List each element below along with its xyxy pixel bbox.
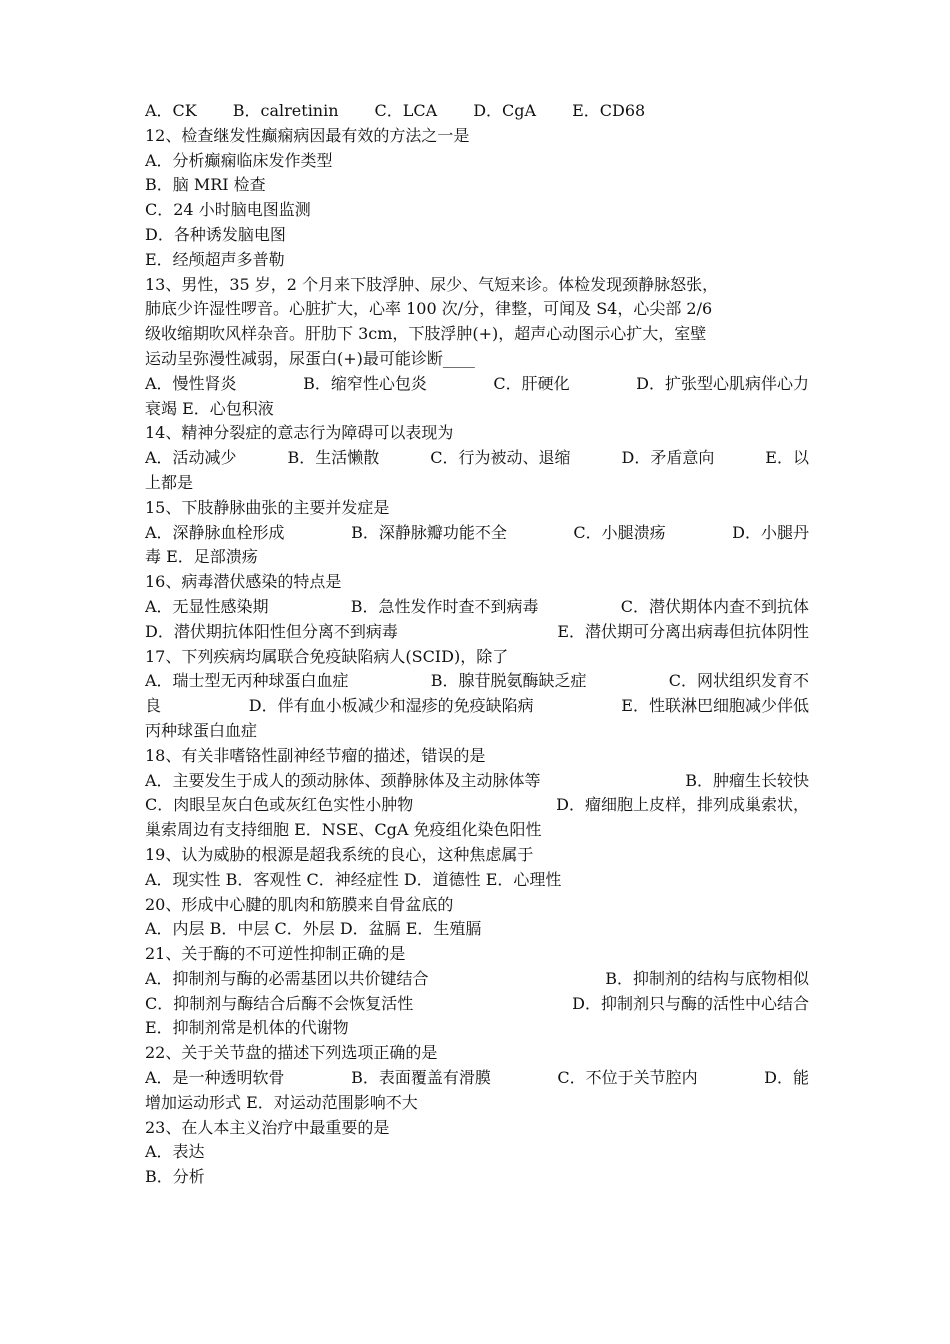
text-line: 13、男性，35 岁，2 个月来下肢浮肿、尿少、气短来诊。体检发现颈静脉怒张， <box>145 274 719 294</box>
options-line <box>145 793 809 818</box>
option-item: B．肿瘤生长较快 <box>685 770 809 790</box>
option-item: B．表面覆盖有滑膜 <box>351 1068 491 1088</box>
options-line <box>145 595 809 620</box>
text-line: 19、认为威胁的根源是超我系统的良心，这种焦虑属于 <box>145 844 534 864</box>
option-item: A．抑制剂与酶的必需基团以共价键结合 <box>145 968 429 988</box>
text-line: D．各种诱发脑电图 <box>145 224 286 244</box>
text-line: 22、关于关节盘的描述下列选项正确的是 <box>145 1043 438 1063</box>
option-item: C．潜伏期体内查不到抗体 <box>620 596 809 616</box>
options-line <box>145 769 809 794</box>
option-item: C．抑制剂与酶结合后酶不会恢复活性 <box>145 993 414 1013</box>
option-item: A．无显性感染期 <box>145 596 269 616</box>
text-line: 丙种球蛋白血症 <box>145 720 258 740</box>
text-line: 23、在人本主义治疗中最重要的是 <box>145 1117 390 1137</box>
option-item: D．小腿丹 <box>732 522 809 542</box>
option-item: 良 <box>145 696 162 716</box>
option-item: B．深静脉瓣功能不全 <box>351 522 507 542</box>
option-item: A．是一种透明软骨 <box>145 1068 285 1088</box>
text-line: 运动呈弥漫性减弱，尿蛋白(+)最可能诊断____ <box>145 348 475 368</box>
document-body <box>145 99 809 1190</box>
options-line <box>145 967 809 992</box>
option-item: D．扩张型心肌病伴心力 <box>636 373 809 393</box>
options-line <box>145 669 809 694</box>
option-item: E．潜伏期可分离出病毒但抗体阴性 <box>557 621 809 641</box>
text-line: 21、关于酶的不可逆性抑制正确的是 <box>145 944 406 964</box>
text-line: 18、有关非嗜铬性副神经节瘤的描述，错误的是 <box>145 745 486 765</box>
option-item: D．潜伏期抗体阳性但分离不到病毒 <box>145 621 398 641</box>
option-item: A．主要发生于成人的颈动脉体、颈静脉体及主动脉体等 <box>145 770 541 790</box>
options-line <box>145 694 809 719</box>
options-line <box>145 521 809 546</box>
option-item: B．生活懒散 <box>287 448 380 468</box>
options-line <box>145 1066 809 1091</box>
option-item: D．伴有血小板减少和湿疹的免疫缺陷病 <box>248 696 534 716</box>
option-item: A．深静脉血栓形成 <box>145 522 285 542</box>
option-item: E．CD68 <box>572 101 646 120</box>
text-line: E．抑制剂常是机体的代谢物 <box>145 1018 349 1038</box>
text-line: C．24 小时脑电图监测 <box>145 200 311 220</box>
option-item: D．抑制剂只与酶的活性中心结合 <box>572 993 809 1013</box>
option-item: A．CK <box>145 101 197 120</box>
text-line: 巢索周边有支持细胞 E．NSE、CgA 免疫组化染色阳性 <box>145 820 542 840</box>
text-line: 12、检查继发性癫痫病因最有效的方法之一是 <box>145 125 470 145</box>
text-line: 肺底少许湿性啰音。心脏扩大，心率 100 次/分，律整，可闻及 S4，心尖部 2/6 <box>145 299 713 319</box>
text-line: 14、精神分裂症的意志行为障碍可以表现为 <box>145 423 454 443</box>
option-item: B．腺苷脱氨酶缺乏症 <box>430 671 587 691</box>
option-item: C．肝硬化 <box>493 373 570 393</box>
text-line: A．分析癫痫临床发作类型 <box>145 150 333 170</box>
option-item: B．抑制剂的结构与底物相似 <box>605 968 809 988</box>
text-line: A．现实性 B．客观性 C．神经症性 D．道德性 E．心理性 <box>145 869 562 889</box>
option-item: E．性联淋巴细胞减少伴低 <box>621 696 809 716</box>
option-item: A．慢性肾炎 <box>145 373 237 393</box>
option-item: A．瑞士型无丙种球蛋白血症 <box>145 671 349 691</box>
options-line <box>145 992 809 1017</box>
option-item: C．肉眼呈灰白色或灰红色实性小肿物 <box>145 795 414 815</box>
text-line: B．脑 MRI 检查 <box>145 175 266 195</box>
text-line: 20、形成中心腱的肌肉和筋膜来自骨盆底的 <box>145 894 454 914</box>
option-item: C．网状组织发育不 <box>668 671 809 691</box>
option-item: C．行为被动、退缩 <box>430 448 571 468</box>
options-line <box>145 620 809 645</box>
option-item: D．瘤细胞上皮样，排列成巢索状， <box>556 795 809 815</box>
option-item: E．以 <box>765 448 809 468</box>
option-item: A．活动减少 <box>145 448 237 468</box>
option-item: B．calretinin <box>232 101 339 120</box>
option-item: D．能 <box>764 1068 809 1088</box>
options-line <box>145 372 809 397</box>
text-line: A．表达 <box>145 1142 205 1162</box>
text-line: 上都是 <box>145 472 194 492</box>
option-item: D．CgA <box>473 101 537 120</box>
text-line: 级收缩期吹风样杂音。肝肋下 3cm，下肢浮肿(+)，超声心动图示心扩大，室壁 <box>145 324 707 344</box>
text-line: 17、下列疾病均属联合免疫缺陷病人(SCID)，除了 <box>145 646 509 666</box>
text-line: A．内层 B．中层 C．外层 D．盆膈 E．生殖膈 <box>145 919 482 939</box>
text-line: 毒 E．足部溃疡 <box>145 547 258 567</box>
text-line: 衰竭 E．心包积液 <box>145 398 274 418</box>
option-item: C．LCA <box>374 101 438 120</box>
options-line <box>145 446 809 471</box>
option-item: B．急性发作时查不到病毒 <box>350 596 539 616</box>
option-item: B．缩窄性心包炎 <box>303 373 427 393</box>
option-item: C．不位于关节腔内 <box>557 1068 698 1088</box>
text-line: 16、病毒潜伏感染的特点是 <box>145 572 342 592</box>
text-line: 增加运动形式 E．对运动范围影响不大 <box>145 1092 418 1112</box>
option-item: C．小腿溃疡 <box>573 522 666 542</box>
text-line: E．经颅超声多普勒 <box>145 249 285 269</box>
text-line: B．分析 <box>145 1167 205 1187</box>
option-item: D．矛盾意向 <box>621 448 715 468</box>
options-line <box>145 99 809 124</box>
text-line: 15、下肢静脉曲张的主要并发症是 <box>145 497 390 517</box>
